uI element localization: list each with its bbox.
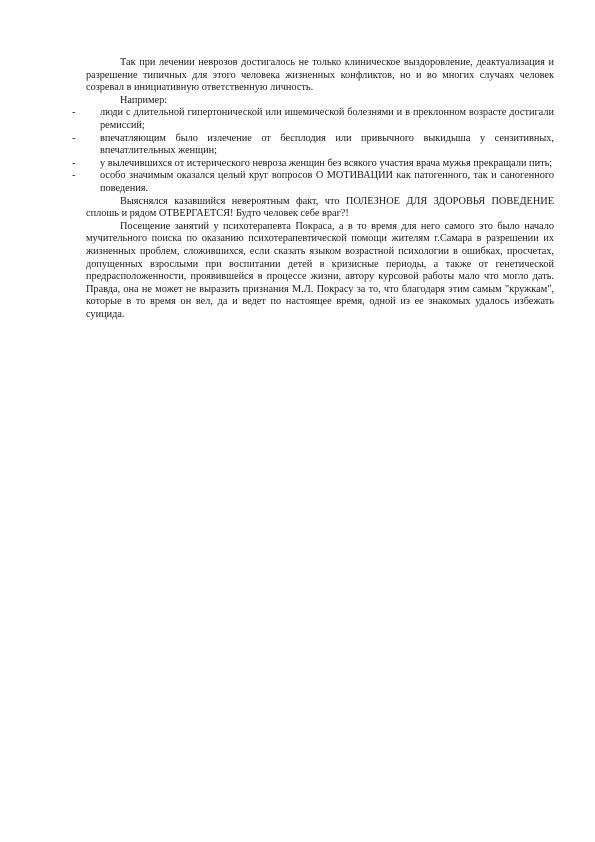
list-dash: - — [72, 157, 76, 169]
document-body — [72, 57, 554, 321]
example-list — [72, 107, 554, 195]
list-dash: - — [72, 107, 76, 119]
paragraph-example-heading: Например: — [120, 94, 168, 106]
list-item — [72, 170, 554, 195]
paragraph-fact: Выяснялся казавшийся невероятным факт, что ПОЛЕЗНОЕ ДЛЯ ЗДОРОВЬЯ ПОВЕДЕНИЕ сплошь и рядом ОТВЕРГАЕТСЯ! Будто человек себе враг?! — [86, 195, 554, 220]
list-item-text: особо значимым оказался целый круг вопросов О МОТИВАЦИИ как патогенного, так и саногенного поведения. — [100, 170, 554, 194]
list-item — [72, 157, 554, 171]
list-item — [72, 132, 554, 158]
list-dash: - — [72, 132, 76, 144]
paragraph-intro: Так при лечении неврозов достигалось не только клиническое выздоровление, деактуализация и разрешение типичных для этого человека жизненных конфликтов, но и во многих случаях человек созревал в инициативную ответственную личность. — [86, 57, 554, 94]
list-dash: - — [72, 170, 76, 182]
list-item — [72, 107, 554, 132]
list-item-text: впечатляющим было излечение от бесплодия или привычного выкидыша у сензитивных, впечатлительных женщин; — [100, 132, 554, 157]
paragraph-visit: Посещение занятий у психотерапевта Покраса, а в то время для него самого это было начало мучительного поиска по оказанию психотерапевтической помощи жителям г.Самара в разрешении их жизненных проблем, сложившихся, если сказать языком возрастной психологии в ошибках, просчетах, допущенных взрослыми при воспитании детей в кризисные периоды, а также от генетической предрасположенности, проявившейся в процессе жизни, автору курсовой работы мало что могло дать. Правда, она не может не выразить признания М.Л. Покрасу за то, что благодаря этим самым "кружкам", которые в то время он вел, да и ведет по настоящее время, одной из ее знакомых удалось избежать суицида. — [86, 220, 554, 320]
list-item-text: у вылечившихся от истерического невроза женщин без всякого участия врача мужья прекращали пить; — [100, 157, 553, 169]
list-item-text: люди с длительной гипертонической или ишемической болезнями и в преклонном возрасте достигали ремиссий; — [100, 107, 554, 131]
